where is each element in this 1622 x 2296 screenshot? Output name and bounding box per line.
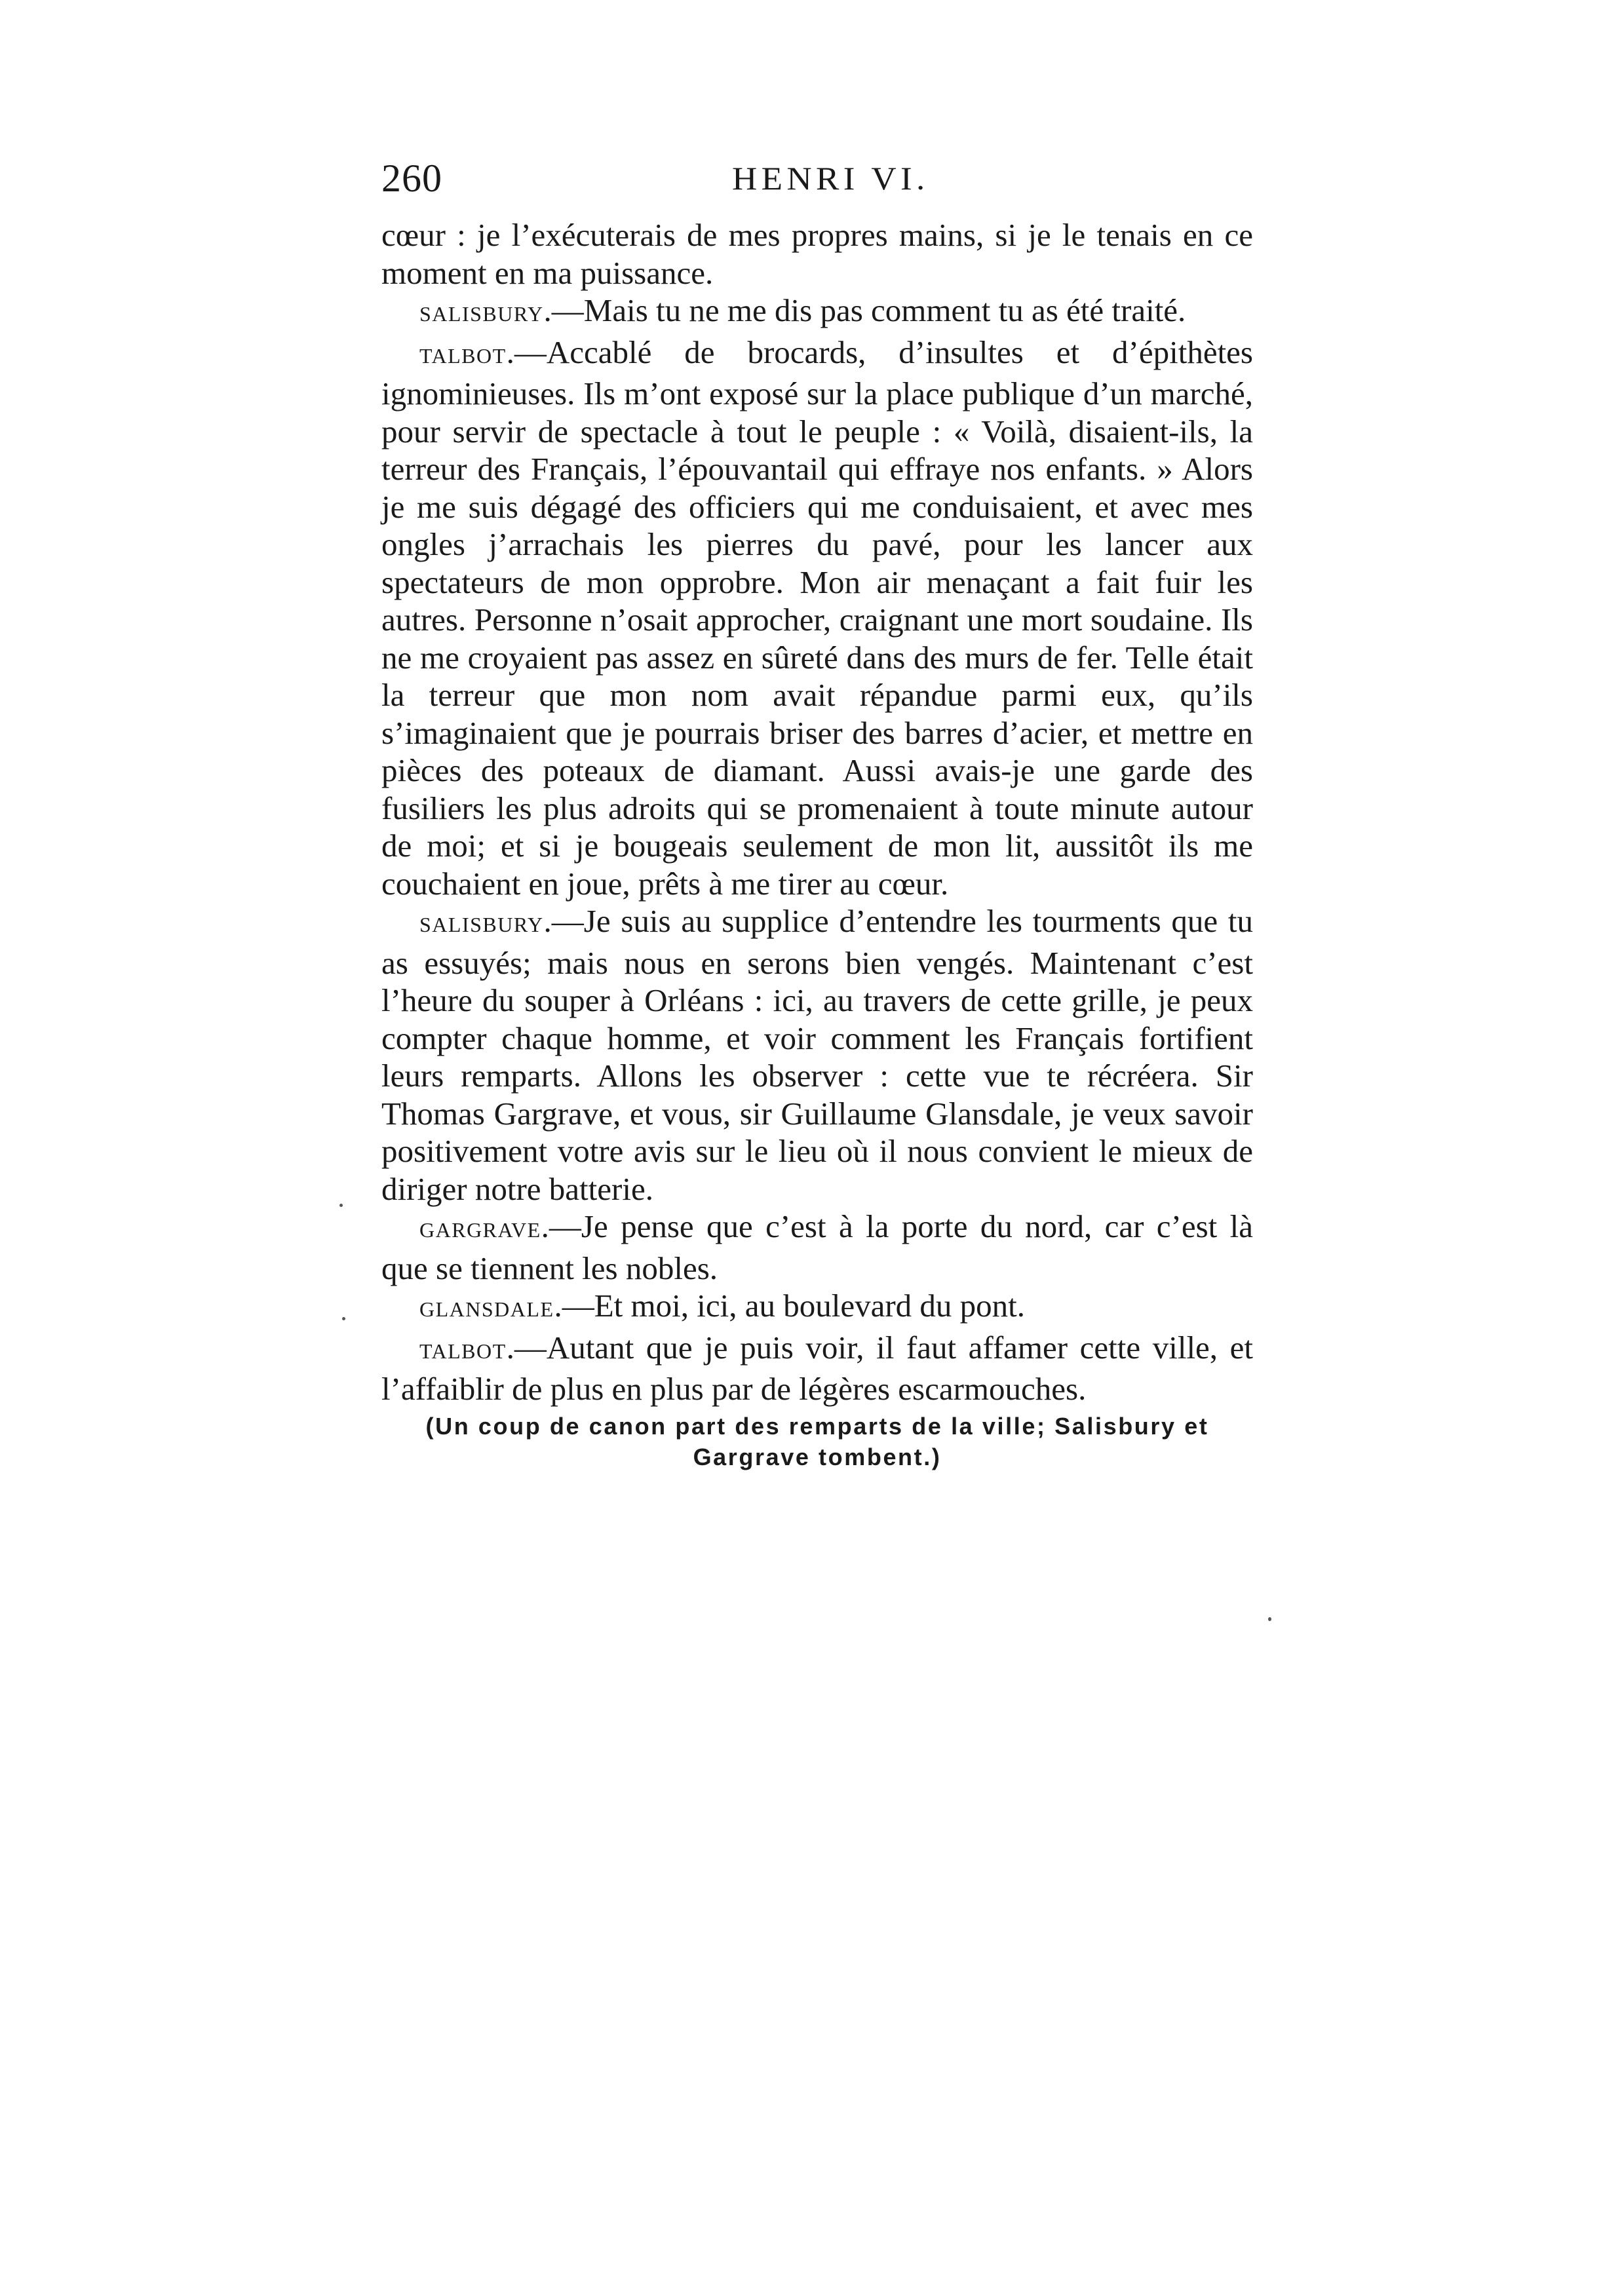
dialogue-paragraph xyxy=(381,1287,1253,1329)
dialogue-paragraph xyxy=(381,292,1253,334)
speaker-name: SALISBURY xyxy=(419,302,544,326)
dialogue-paragraph xyxy=(381,1208,1253,1287)
paragraph-text: .—Mais tu ne me dis pas comment tu as été traité. xyxy=(543,292,1186,328)
speaker-name: SALISBURY xyxy=(419,913,544,936)
speaker-name: TALBOT xyxy=(419,1339,507,1363)
paragraph-text: .—Je suis au supplice d’entendre les tourments que tu as essuyés; mais nous en serons bien vengés. Maintenant c’est l’heure du souper à Orléans : ici, au travers de cette grille, je peux compter chaque homme, et voir comment les Français fortifient leurs remparts. Allons les observer : cette vue te récréera. Sir Thomas Gargrave, et vous, sir Guillaume Glansdale, je veux savoir positivement votre avis sur le lieu où il nous convient le mieux de diriger notre batterie. xyxy=(381,903,1253,1207)
paragraph-text: .—Je pense que c’est à la porte du nord, car c’est là que se tiennent les nobles. xyxy=(381,1208,1253,1286)
paragraph-text: cœur : je l’exécuterais de mes propres mains, si je le tenais en ce moment en ma puissance. xyxy=(381,217,1253,291)
paragraph-text: .—Et moi, ici, au boulevard du pont. xyxy=(554,1288,1026,1324)
paragraph-continuation xyxy=(381,216,1253,292)
speaker-name: TALBOT xyxy=(419,343,507,368)
print-speck xyxy=(342,1317,345,1320)
running-title: HENRI VI. xyxy=(732,160,929,197)
speaker-name: GARGRAVE xyxy=(419,1218,541,1242)
dialogue-paragraph xyxy=(381,1329,1253,1408)
page-number: 260 xyxy=(381,157,442,200)
print-speck xyxy=(1268,1617,1271,1621)
page-header xyxy=(381,152,1253,204)
speaker-name: GLANSDALE xyxy=(419,1297,554,1321)
stage-direction-line: (Un coup de canon part des remparts de la ville; Salisbury et xyxy=(425,1412,1209,1440)
stage-direction xyxy=(381,1411,1253,1472)
paragraph-text: .—Autant que je puis voir, il faut affamer cette ville, et l’affaiblir de plus en plus par de légères escarmouches. xyxy=(381,1329,1253,1407)
dialogue-paragraph xyxy=(381,902,1253,1208)
stage-direction-line: Gargrave tombent.) xyxy=(693,1443,942,1470)
print-speck xyxy=(339,1204,343,1207)
paragraph-text: .—Accablé de brocards, d’insultes et d’épithètes ignominieuses. Ils m’ont exposé sur la place publique d’un marché, pour servir de spectacle à tout le peuple : « Voilà, disaient-ils, la terreur des Français, l’épouvantail qui effraye nos enfants. » Alors je me suis dégagé des officiers qui me conduisaient, et avec mes ongles j’arrachais les pierres du pavé, pour les lancer aux spectateurs de mon opprobre. Mon air menaçant a fait fuir les autres. Personne n’osait approcher, craignant une mort soudaine. Ils ne me croyaient pas assez en sûreté dans des murs de fer. Telle était la terreur que mon nom avait répandue parmi eux, qu’ils s’imaginaient que je pourrais briser des barres d’acier, et mettre en pièces des poteaux de diamant. Aussi avais-je une garde des fusiliers les plus adroits qui se promenaient à toute minute autour de moi; et si je bougeais seulement de mon lit, aussitôt ils me couchaient en joue, prêts à me tirer au cœur. xyxy=(381,334,1253,902)
dialogue-paragraph xyxy=(381,334,1253,903)
text-block xyxy=(381,216,1253,1472)
